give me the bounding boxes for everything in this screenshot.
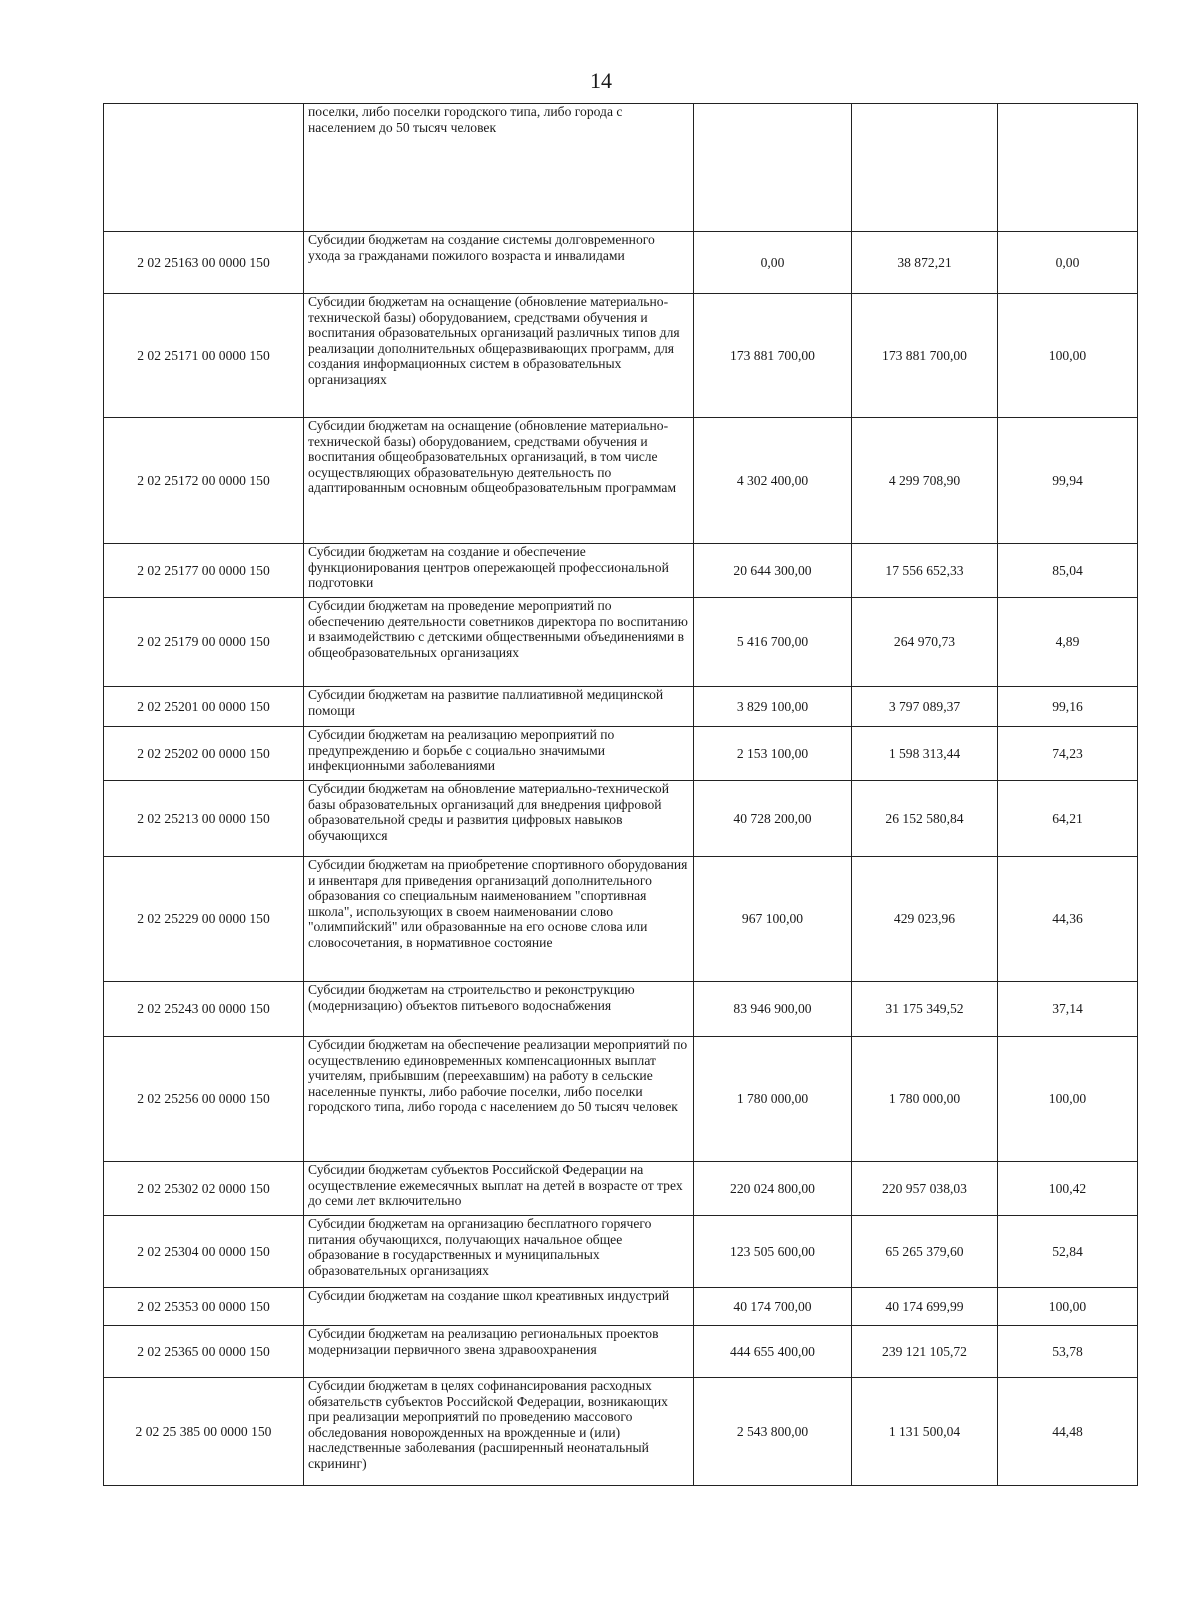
plan-amount [694, 104, 852, 232]
execution-percent: 100,00 [998, 1288, 1138, 1326]
execution-percent: 37,14 [998, 982, 1138, 1037]
fact-amount: 220 957 038,03 [852, 1162, 998, 1216]
fact-amount: 65 265 379,60 [852, 1216, 998, 1288]
table-row [104, 598, 1138, 687]
fact-amount: 40 174 699,99 [852, 1288, 998, 1326]
budget-code: 2 02 25202 00 0000 150 [104, 727, 304, 781]
plan-amount: 1 780 000,00 [694, 1037, 852, 1162]
plan-amount: 0,00 [694, 232, 852, 294]
budget-code: 2 02 25172 00 0000 150 [104, 418, 304, 544]
table-row [104, 982, 1138, 1037]
row-description: Субсидии бюджетам на развитие паллиативной медицинской помощи [304, 687, 694, 727]
budget-code: 2 02 25213 00 0000 150 [104, 781, 304, 857]
fact-amount: 31 175 349,52 [852, 982, 998, 1037]
fact-amount [852, 104, 998, 232]
fact-amount: 3 797 089,37 [852, 687, 998, 727]
budget-code: 2 02 25201 00 0000 150 [104, 687, 304, 727]
plan-amount: 5 416 700,00 [694, 598, 852, 687]
table-row [104, 1162, 1138, 1216]
row-description: Субсидии бюджетам на оснащение (обновление материально-технической базы) оборудованием, средствами обучения и воспитания общеобразовательных организаций, в том числе осуществляющих образовательную деятельность по адаптированным основным общеобразовательным программам [304, 418, 694, 544]
row-description: Субсидии бюджетам на создание системы долговременного ухода за гражданами пожилого возраста и инвалидами [304, 232, 694, 294]
fact-amount: 429 023,96 [852, 857, 998, 982]
fact-amount: 1 131 500,04 [852, 1378, 998, 1486]
fact-amount: 173 881 700,00 [852, 294, 998, 418]
budget-code: 2 02 25171 00 0000 150 [104, 294, 304, 418]
table-row [104, 544, 1138, 598]
plan-amount: 967 100,00 [694, 857, 852, 982]
plan-amount: 173 881 700,00 [694, 294, 852, 418]
budget-code: 2 02 25304 00 0000 150 [104, 1216, 304, 1288]
plan-amount: 444 655 400,00 [694, 1326, 852, 1378]
page-number: 14 [590, 68, 612, 93]
table-row [104, 687, 1138, 727]
budget-code: 2 02 25229 00 0000 150 [104, 857, 304, 982]
fact-amount: 26 152 580,84 [852, 781, 998, 857]
budget-code [104, 104, 304, 232]
table-row [104, 232, 1138, 294]
fact-amount: 1 780 000,00 [852, 1037, 998, 1162]
plan-amount: 123 505 600,00 [694, 1216, 852, 1288]
execution-percent: 44,36 [998, 857, 1138, 982]
fact-amount: 1 598 313,44 [852, 727, 998, 781]
execution-percent: 53,78 [998, 1326, 1138, 1378]
plan-amount: 2 543 800,00 [694, 1378, 852, 1486]
budget-code: 2 02 25163 00 0000 150 [104, 232, 304, 294]
plan-amount: 2 153 100,00 [694, 727, 852, 781]
row-description: Субсидии бюджетам на реализацию региональных проектов модернизации первичного звена здравоохранения [304, 1326, 694, 1378]
plan-amount: 40 174 700,00 [694, 1288, 852, 1326]
budget-code: 2 02 25302 02 0000 150 [104, 1162, 304, 1216]
plan-amount: 4 302 400,00 [694, 418, 852, 544]
row-description: Субсидии бюджетам на обновление материально-технической базы образовательных организаций для внедрения цифровой образовательной среды и развития цифровых навыков обучающихся [304, 781, 694, 857]
table-row [104, 294, 1138, 418]
budget-code: 2 02 25177 00 0000 150 [104, 544, 304, 598]
plan-amount: 3 829 100,00 [694, 687, 852, 727]
fact-amount: 264 970,73 [852, 598, 998, 687]
fact-amount: 4 299 708,90 [852, 418, 998, 544]
row-description: Субсидии бюджетам на организацию бесплатного горячего питания обучающихся, получающих начальное общее образование в государственных и муниципальных образовательных организациях [304, 1216, 694, 1288]
budget-code: 2 02 25243 00 0000 150 [104, 982, 304, 1037]
execution-percent: 44,48 [998, 1378, 1138, 1486]
fact-amount: 239 121 105,72 [852, 1326, 998, 1378]
budget-code: 2 02 25353 00 0000 150 [104, 1288, 304, 1326]
execution-percent [998, 104, 1138, 232]
execution-percent: 64,21 [998, 781, 1138, 857]
row-description: Субсидии бюджетам в целях софинансирования расходных обязательств субъектов Российской Федерации, возникающих при реализации мероприятий по проведению массового обследования новорожденных на врожденные и (или) наследственные заболевания (расширенный неонатальный скрининг) [304, 1378, 694, 1486]
table-row [104, 727, 1138, 781]
execution-percent: 100,42 [998, 1162, 1138, 1216]
budget-code: 2 02 25365 00 0000 150 [104, 1326, 304, 1378]
execution-percent: 85,04 [998, 544, 1138, 598]
plan-amount: 220 024 800,00 [694, 1162, 852, 1216]
budget-code: 2 02 25 385 00 0000 150 [104, 1378, 304, 1486]
execution-percent: 99,94 [998, 418, 1138, 544]
row-description: Субсидии бюджетам на строительство и реконструкцию (модернизацию) объектов питьевого водоснабжения [304, 982, 694, 1037]
row-description: Субсидии бюджетам на создание и обеспечение функционирования центров опережающей профессиональной подготовки [304, 544, 694, 598]
budget-table [103, 103, 1138, 1486]
budget-code: 2 02 25256 00 0000 150 [104, 1037, 304, 1162]
execution-percent: 4,89 [998, 598, 1138, 687]
table-row [104, 104, 1138, 232]
table-row [104, 418, 1138, 544]
execution-percent: 99,16 [998, 687, 1138, 727]
table-row [104, 1378, 1138, 1486]
execution-percent: 100,00 [998, 1037, 1138, 1162]
row-description: Субсидии бюджетам субъектов Российской Федерации на осуществление ежемесячных выплат на детей в возрасте от трех до семи лет включительно [304, 1162, 694, 1216]
fact-amount: 17 556 652,33 [852, 544, 998, 598]
row-description: Субсидии бюджетам на оснащение (обновление материально-технической базы) оборудованием, средствами обучения и воспитания образовательных организаций различных типов для реализации дополнительных общеразвивающих программ, для создания информационных систем в образовательных организациях [304, 294, 694, 418]
table-row [104, 1037, 1138, 1162]
table-row [104, 1288, 1138, 1326]
plan-amount: 40 728 200,00 [694, 781, 852, 857]
execution-percent: 0,00 [998, 232, 1138, 294]
execution-percent: 100,00 [998, 294, 1138, 418]
row-description: Субсидии бюджетам на реализацию мероприятий по предупреждению и борьбе с социально значимыми инфекционными заболеваниями [304, 727, 694, 781]
plan-amount: 20 644 300,00 [694, 544, 852, 598]
table-row [104, 1326, 1138, 1378]
table-row [104, 857, 1138, 982]
row-description: Субсидии бюджетам на обеспечение реализации мероприятий по осуществлению единовременных компенсационных выплат учителям, прибывшим (переехавшим) на работу в сельские населенные пункты, либо рабочие поселки, либо поселки городского типа, либо города с населением до 50 тысяч человек [304, 1037, 694, 1162]
fact-amount: 38 872,21 [852, 232, 998, 294]
row-description: Субсидии бюджетам на приобретение спортивного оборудования и инвентаря для приведения организаций дополнительного образования со специальным наименованием "спортивная школа", использующих в своем наименовании слово "олимпийский" или образованные на его основе слова или словосочетания, в нормативное состояние [304, 857, 694, 982]
execution-percent: 52,84 [998, 1216, 1138, 1288]
row-description: Субсидии бюджетам на проведение мероприятий по обеспечению деятельности советников директора по воспитанию и взаимодействию с детскими общественными объединениями в общеобразовательных организациях [304, 598, 694, 687]
budget-code: 2 02 25179 00 0000 150 [104, 598, 304, 687]
row-description: Субсидии бюджетам на создание школ креативных индустрий [304, 1288, 694, 1326]
table-row [104, 1216, 1138, 1288]
row-description: поселки, либо поселки городского типа, либо города с населением до 50 тысяч человек [304, 104, 694, 232]
plan-amount: 83 946 900,00 [694, 982, 852, 1037]
table-row [104, 781, 1138, 857]
execution-percent: 74,23 [998, 727, 1138, 781]
